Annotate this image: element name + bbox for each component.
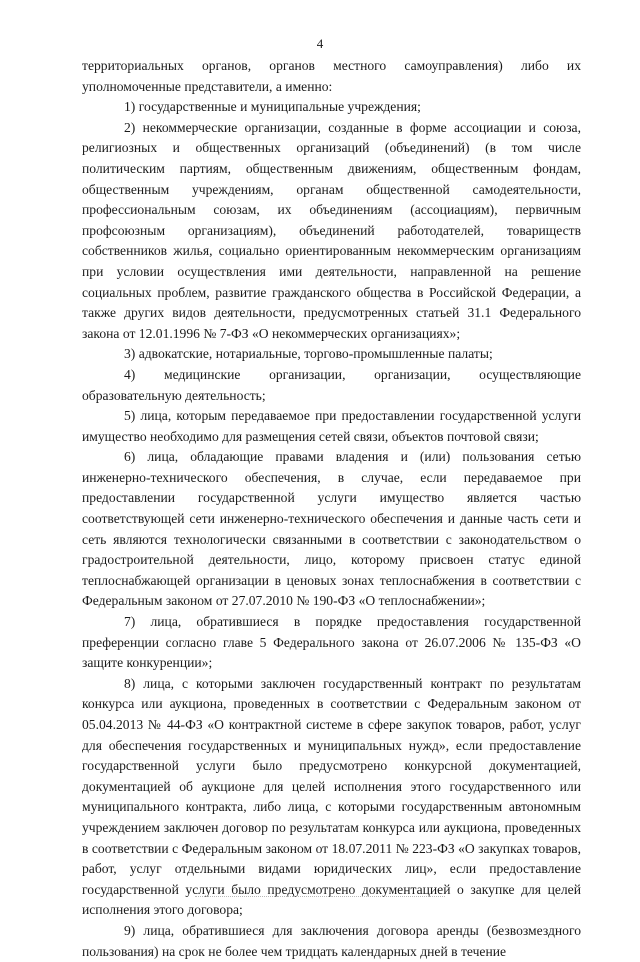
- list-item-6: 6) лица, обладающие правами владения и (или) пользования сетью инженерно-технического обеспечения, в случае, если передаваемое при предоставлении государственной услуги имущество является частью соответствующей сети инженерно-технического обеспечения и данные часть сети и сеть являются технологически связанными в соответствии с законодательством о градостроительной деятельности, лицо, которому присвоен статус единой теплоснабжающей организации в ценовых зонах теплоснабжения в соответствии с Федеральным законом от 27.07.2010 № 190-ФЗ «О теплоснабжении»;: [82, 449, 581, 609]
- list-item-1: 1) государственные и муниципальные учреждения;: [124, 99, 421, 115]
- scan-edge-mark: [195, 896, 445, 897]
- list-item-2: 2) некоммерческие организации, созданные в форме ассоциации и союза, религиозных и общественных организаций (объединений) (в том числе политическим партиям, общественным движениям, общественным фондам, общественным учреждениям, органам общественной самодеятельности, профессиональным союзам, их объединениям (ассоциациям), первичным профсоюзным организациям), объединений работодателей, товариществ собственников жилья, социально ориентированным некоммерческим организациям при условии осуществления ими деятельности, направленной на решение социальных проблем, развитие гражданского общества в Российской Федерации, а также других видов деятельности, предусмотренных статьей 31.1 Федерального закона от 12.01.1996 № 7-ФЗ «О некоммерческих организациях»;: [82, 119, 581, 341]
- list-item-3: 3) адвокатские, нотариальные, торгово-промышленные палаты;: [124, 346, 493, 362]
- document-body: [82, 56, 581, 962]
- list-item-8: 8) лица, с которыми заключен государственный контракт по результатам конкурса или аукциона, проведенных в соответствии с Федеральным законом от 05.04.2013 № 44-ФЗ «О контрактной системе в сфере закупок товаров, работ, услуг для обеспечения государственных и муниципальных нужд», если предоставление государственной услуги было предусмотрено конкурсной документацией, документацией об аукционе для целей исполнения этого государственного или муниципального контракта, либо лица, с которыми государственным автономным учреждением заключен договор по результатам конкурса или аукциона, проведенных в соответствии с Федеральным законом от 18.07.2011 № 223-ФЗ «О закупках товаров, работ, услуг отдельными видами юридических лиц», если предоставление государственной услуги было предусмотрено документацией о закупке для целей исполнения этого договора;: [82, 675, 581, 918]
- page-number: 4: [316, 36, 324, 51]
- list-item-9: 9) лица, обратившиеся для заключения договора аренды (безвозмездного пользования) на срок не более чем тридцать календарных дней в течение: [82, 922, 581, 959]
- paragraph-continuation: территориальных органов, органов местного самоуправления) либо их уполномоченные представители, а именно:: [82, 58, 581, 94]
- list-item-5: 5) лица, которым передаваемое при предоставлении государственной услуги имущество необходимо для размещения сетей связи, объектов почтовой связи;: [82, 408, 581, 444]
- list-item-4: 4) медицинские организации, организации, осуществляющие образовательную деятельность;: [82, 366, 581, 403]
- list-item-7: 7) лица, обратившиеся в порядке предоставления государственной преференции согласно главе 5 Федерального закона от 26.07.2006 № 135-ФЗ «О защите конкуренции»;: [82, 614, 581, 671]
